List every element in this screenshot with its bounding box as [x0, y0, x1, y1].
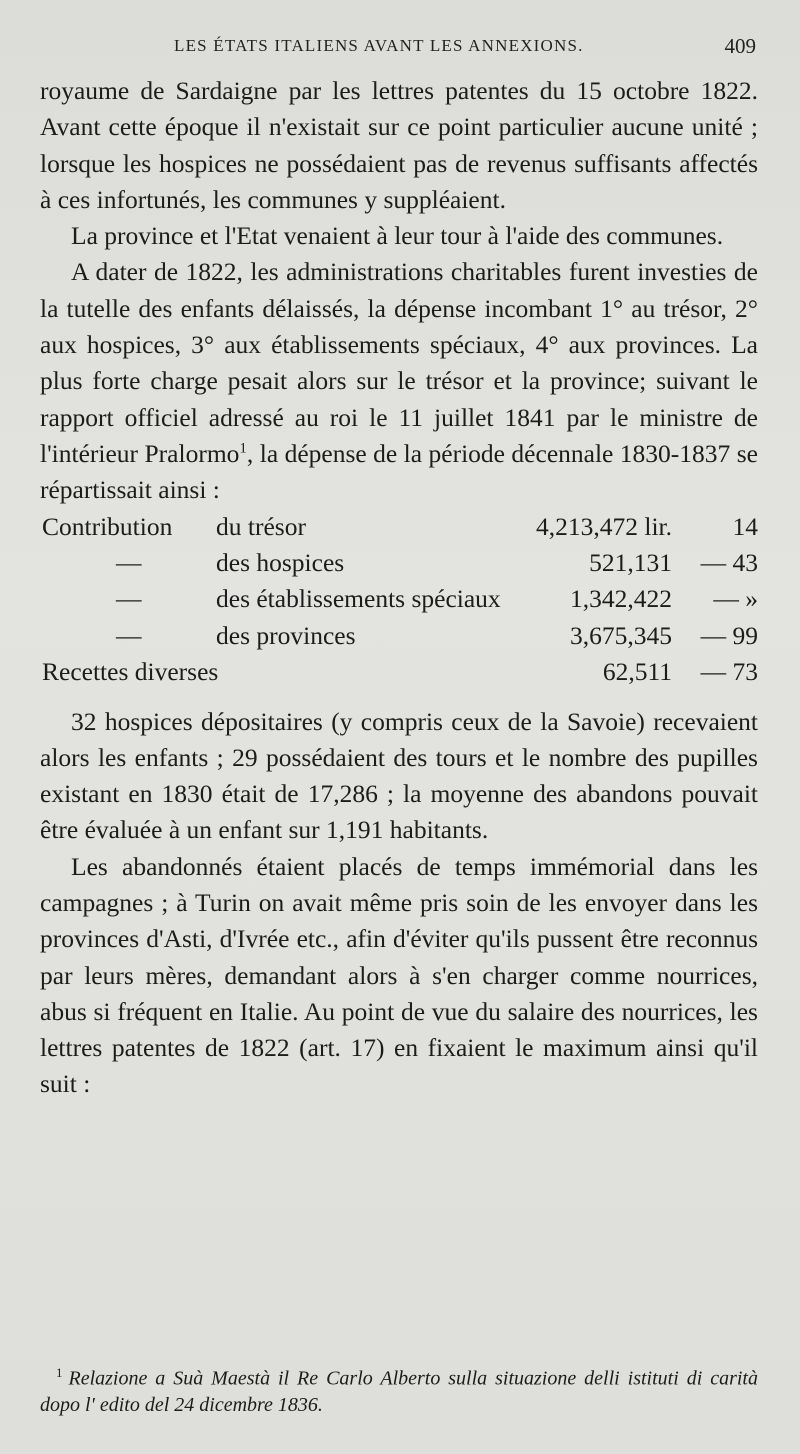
row-source: des provinces	[216, 620, 356, 650]
paragraph-continuation: royaume de Sardaigne par les lettres patentes du 15 octobre 1822. Avant cette époque il n'existait sur ce point particulier aucune unité ; lorsque les hospices ne possédaient pas de revenus suffisants affectés à ces infortunés, les communes y suppléaient.	[40, 76, 758, 214]
footnote	[40, 1360, 758, 1418]
row-source: des établissements spéciaux	[216, 584, 501, 614]
paragraph-province: La province et l'Etat venaient à leur tour à l'aide des communes.	[71, 221, 724, 251]
row-dash: —	[116, 584, 142, 614]
table-row	[40, 618, 758, 654]
body-text	[40, 73, 758, 1103]
paragraph-administration	[40, 254, 758, 508]
paragraph-abandoned: Les abandonnés étaient placés de temps immémorial dans les campagnes ; à Turin on avait même pris soin de les envoyer dans les provinces d'Asti, d'Ivrée etc., afin d'éviter qu'ils pussent être reconnus par leurs mères, demandant alors à s'en charger comme nourrices, abus si fréquent en Italie. Au point de vue du salaire des nourrices, les lettres patentes de 1822 (art. 17) en fixaient le maximum ainsi qu'il suit :	[40, 851, 758, 1099]
footnote-text: Relazione a Suà Maestà il Re Carlo Alberto sulla situazione delli istituti di carità dopo l' edito del 24 dicembre 1836.	[40, 1367, 758, 1416]
row-label: Recettes diverses	[42, 657, 219, 687]
row-dash: —	[116, 547, 142, 577]
table-row	[40, 654, 758, 690]
paragraph-administration-tail: , la dépense de la période décennale 1830-1837 se répartissait ainsi :	[40, 438, 758, 505]
page-header	[40, 36, 760, 64]
row-cents: — »	[713, 584, 758, 614]
row-amount: 521,131	[589, 547, 672, 577]
row-amount: 4,213,472 lir.	[535, 511, 672, 541]
row-source: des hospices	[216, 547, 345, 577]
table-row	[40, 545, 758, 581]
row-cents: — 43	[700, 547, 758, 577]
row-source: du trésor	[216, 511, 306, 541]
footnote-mark: 1	[56, 1365, 63, 1380]
row-cents: — 99	[700, 620, 758, 650]
row-amount: 62,511	[602, 657, 672, 687]
row-dash: —	[116, 620, 142, 650]
paragraph-administration-text: A dater de 1822, les administrations charitables furent investies de la tutelle des enfants délaissés, la dépense incombant 1° au trésor, 2° aux hospices, 3° aux établissements spéciaux, 4° aux provinces. La plus forte charge pesait alors sur le trésor et la province; suivant le rapport officiel adressé au roi le 11 juillet 1841 par le ministre de l'intérieur Pralormo	[40, 257, 758, 468]
row-amount: 3,675,345	[570, 620, 672, 650]
row-label: Contribution	[42, 511, 173, 541]
row-cents: 14	[732, 511, 758, 541]
expense-table	[40, 509, 758, 691]
footnote-reference: 1	[239, 440, 247, 457]
running-head: LES ÉTATS ITALIENS AVANT LES ANNEXIONS.	[174, 36, 584, 55]
table-row	[40, 581, 758, 617]
row-cents: — 73	[700, 657, 758, 687]
paragraph-hospices: 32 hospices dépositaires (y compris ceux de la Savoie) recevaient alors les enfants ; 29 possédaient des tours et le nombre des pupilles existant en 1830 était de 17,286 ; la moyenne des abandons pouvait être évaluée à un enfant sur 1,191 habitants.	[40, 706, 758, 845]
page-number: 409	[724, 34, 756, 58]
table-row	[40, 509, 758, 545]
row-amount: 1,342,422	[570, 584, 672, 614]
